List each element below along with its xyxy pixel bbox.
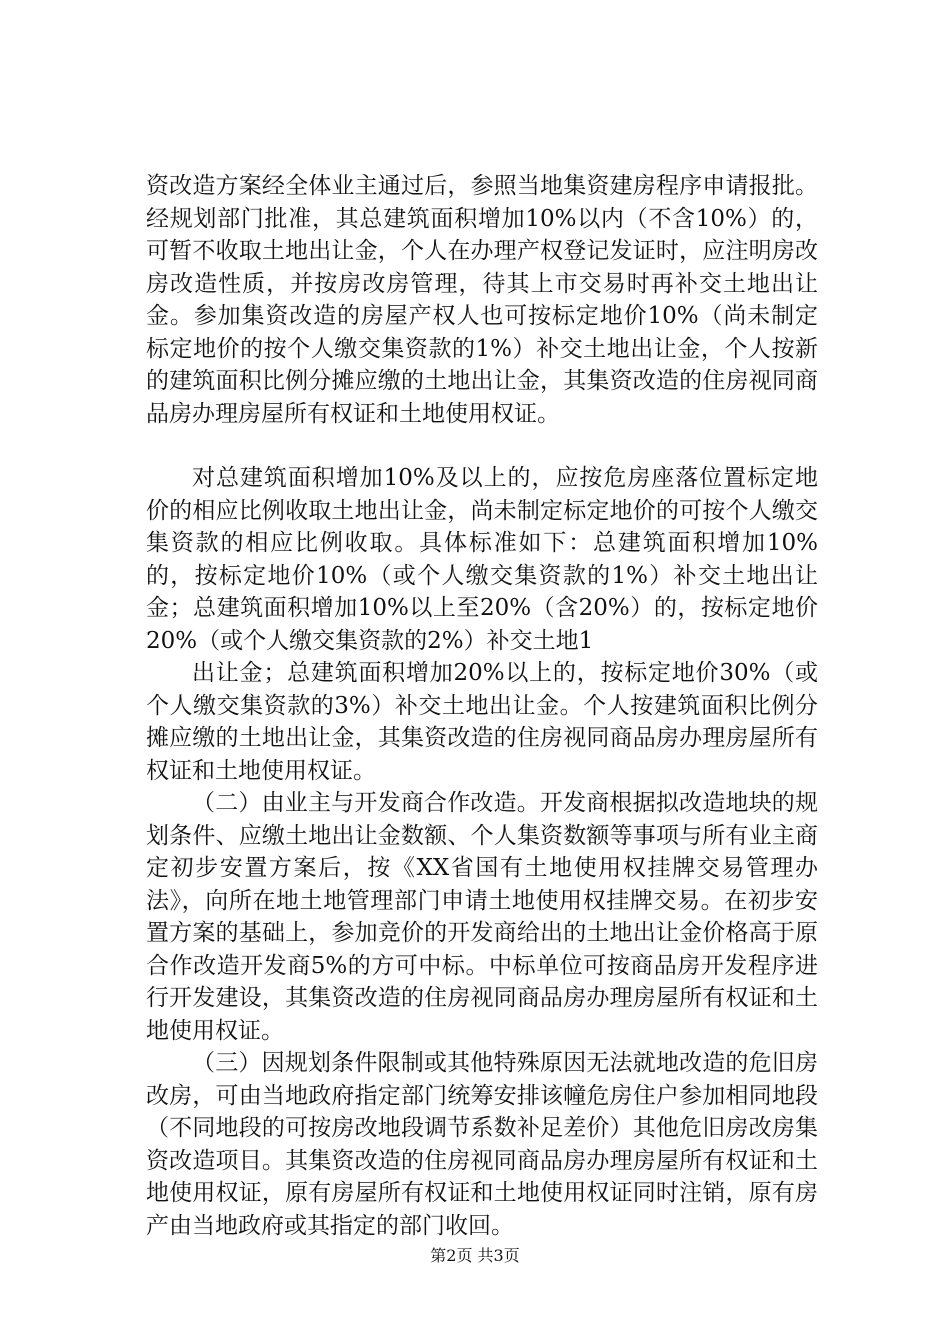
- page-footer: 第2页 共3页: [430, 1246, 520, 1265]
- document-body: [146, 170, 818, 1242]
- paragraph-land-fee-standard: 对总建筑面积增加10%及以上的，应按危房座落位置标定地价的相应比例收取土地出让金，尚未制定标定地价的可按个人缴交集资款的相应比例收取。具体标准如下：总建筑面积增加10%的，按标定地价10%（或个人缴交集资款的1%）补交土地出让金；总建筑面积增加10%以上至20%（含20%）的，按标定地价20%（或个人缴交集资款的2%）补交土地1: [146, 465, 818, 654]
- paragraph-relocation: （三）因规划条件限制或其他特殊原因无法就地改造的危旧房改房，可由当地政府指定部门统筹安排该幢危房住户参加相同地段（不同地段的可按房改地段调节系数补足差价）其他危旧房改房集资改造项目。其集资改造的住房视同商品房办理房屋所有权证和土地使用权证，原有房屋所有权证和土地使用权证同时注销，原有房产由当地政府或其指定的部门收回。: [146, 1050, 818, 1239]
- paragraph-continuation: 资改造方案经全体业主通过后，参照当地集资建房程序申请报批。经规划部门批准，其总建筑面积增加10%以内（不含10%）的，可暂不收取土地出让金，个人在办理产权登记发证时，应注明房改房改造性质，并按房改房管理，待其上市交易时再补交土地出让金。参加集资改造的房屋产权人也可按标定地价10%（尚未制定标定地价的按个人缴交集资款的1%）补交土地出让金，个人按新的建筑面积比例分摊应缴的土地出让金，其集资改造的住房视同商品房办理房屋所有权证和土地使用权证。: [146, 173, 818, 427]
- paragraph-land-fee-continued: 出让金；总建筑面积增加20%以上的，按标定地价30%（或个人缴交集资款的3%）补交土地出让金。个人按建筑面积比例分摊应缴的土地出让金，其集资改造的住房视同商品房办理房屋所有权证和土地使用权证。: [146, 660, 818, 784]
- paragraph-developer-cooperation: （二）由业主与开发商合作改造。开发商根据拟改造地块的规划条件、应缴土地出让金数额、个人集资数额等事项与所有业主商定初步安置方案后，按《XX省国有土地使用权挂牌交易管理办法》，向所在地土地管理部门申请土地使用权挂牌交易。在初步安置方案的基础上，参加竞价的开发商给出的土地出让金价格高于原合作改造开发商5%的方可中标。中标单位可按商品房开发程序进行开发建设，其集资改造的住房视同商品房办理房屋所有权证和土地使用权证。: [146, 790, 818, 1044]
